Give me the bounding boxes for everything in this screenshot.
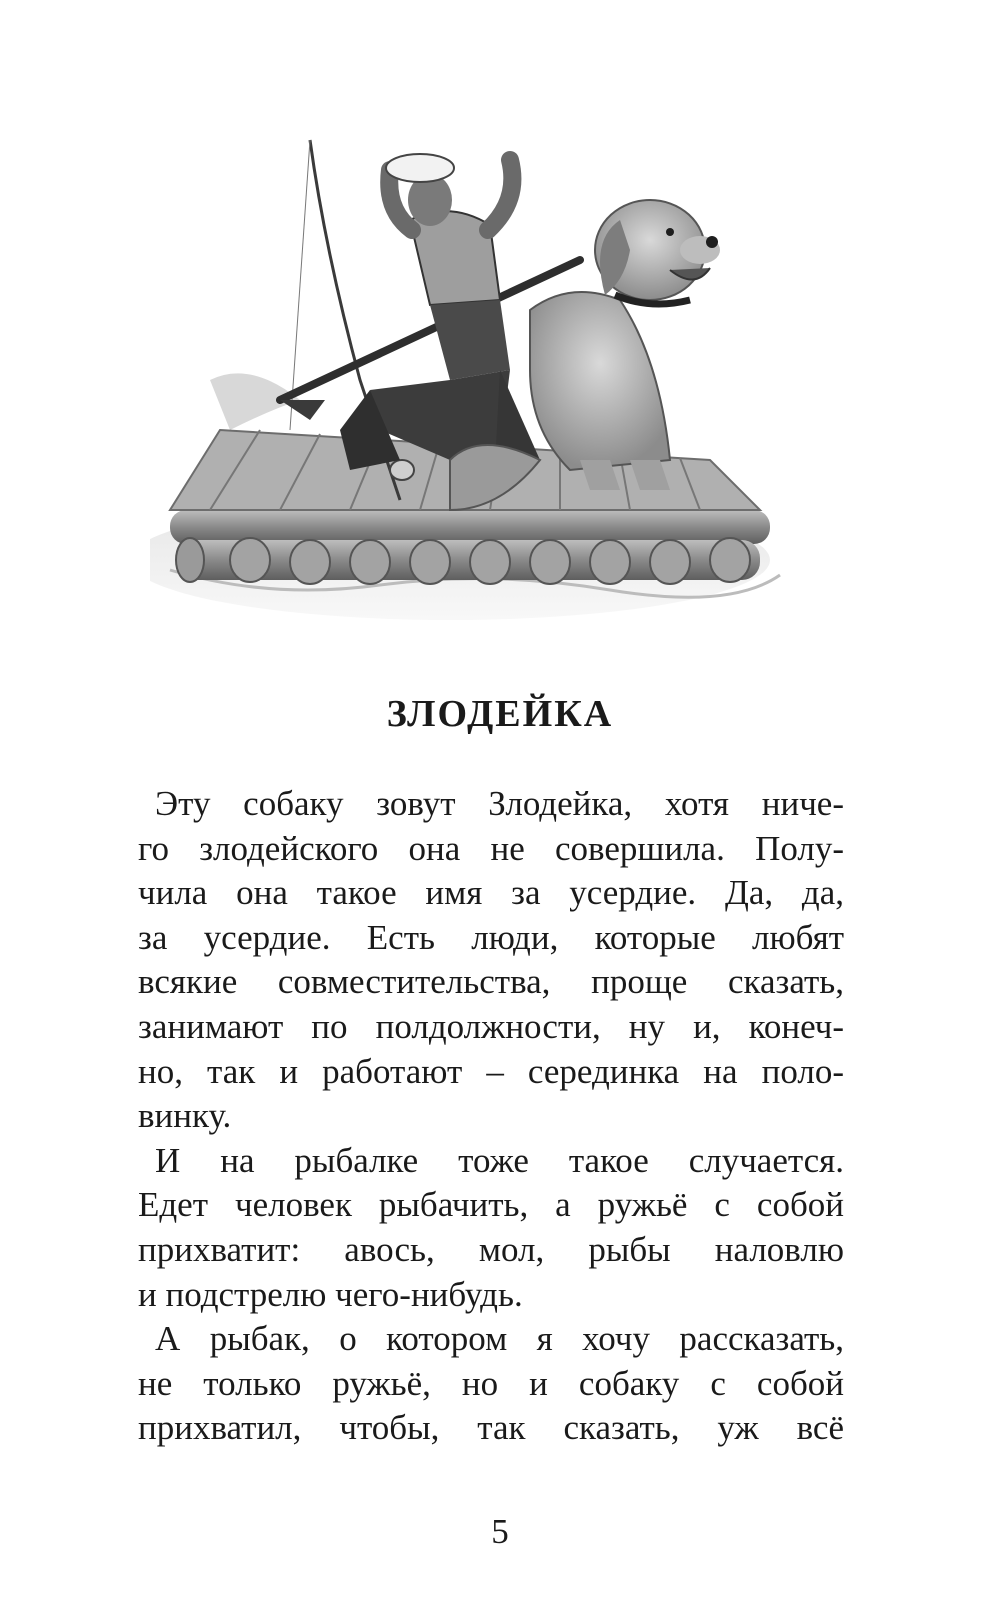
text-line: за усердие. Есть люди, которые любят	[138, 917, 844, 957]
text-line: прихватит: авось, мол, рыбы наловлю	[138, 1229, 844, 1269]
text-line: винку.	[138, 1096, 232, 1136]
paragraph-1	[138, 782, 844, 1139]
text-line: и подстрелю чего-нибудь.	[138, 1274, 523, 1314]
text-line: занимают по полдолжности, ну и, конеч-	[138, 1006, 844, 1046]
text-line: А рыбак, о котором я хочу рассказать,	[155, 1319, 844, 1359]
text-line: Едет человек рыбачить, а ружьё с собой	[138, 1185, 844, 1225]
text-line: прихватил, чтобы, так сказать, уж всё	[138, 1408, 844, 1448]
text-line: Эту собаку зовут Злодейка, хотя ниче-	[155, 784, 844, 823]
text-line: не только ружьё, но и собаку с собой	[138, 1363, 844, 1403]
page-number: 5	[491, 1512, 509, 1551]
body-text	[138, 782, 844, 1451]
chapter-title: ЗЛОДЕЙКА	[386, 693, 614, 735]
text-line: всякие совместительства, проще сказать,	[138, 962, 844, 1002]
paragraph-3	[138, 1317, 844, 1451]
raft-fisherman-dog-illustration	[150, 130, 790, 650]
text-line: чила она такое имя за усердие. Да, да,	[138, 873, 844, 913]
text-line: го злодейского она не совершила. Полу-	[138, 828, 844, 868]
paragraph-2	[138, 1139, 844, 1317]
text-line: И на рыбалке тоже такое случается.	[155, 1140, 844, 1180]
text-line: но, так и работают – серединка на поло-	[138, 1051, 844, 1091]
